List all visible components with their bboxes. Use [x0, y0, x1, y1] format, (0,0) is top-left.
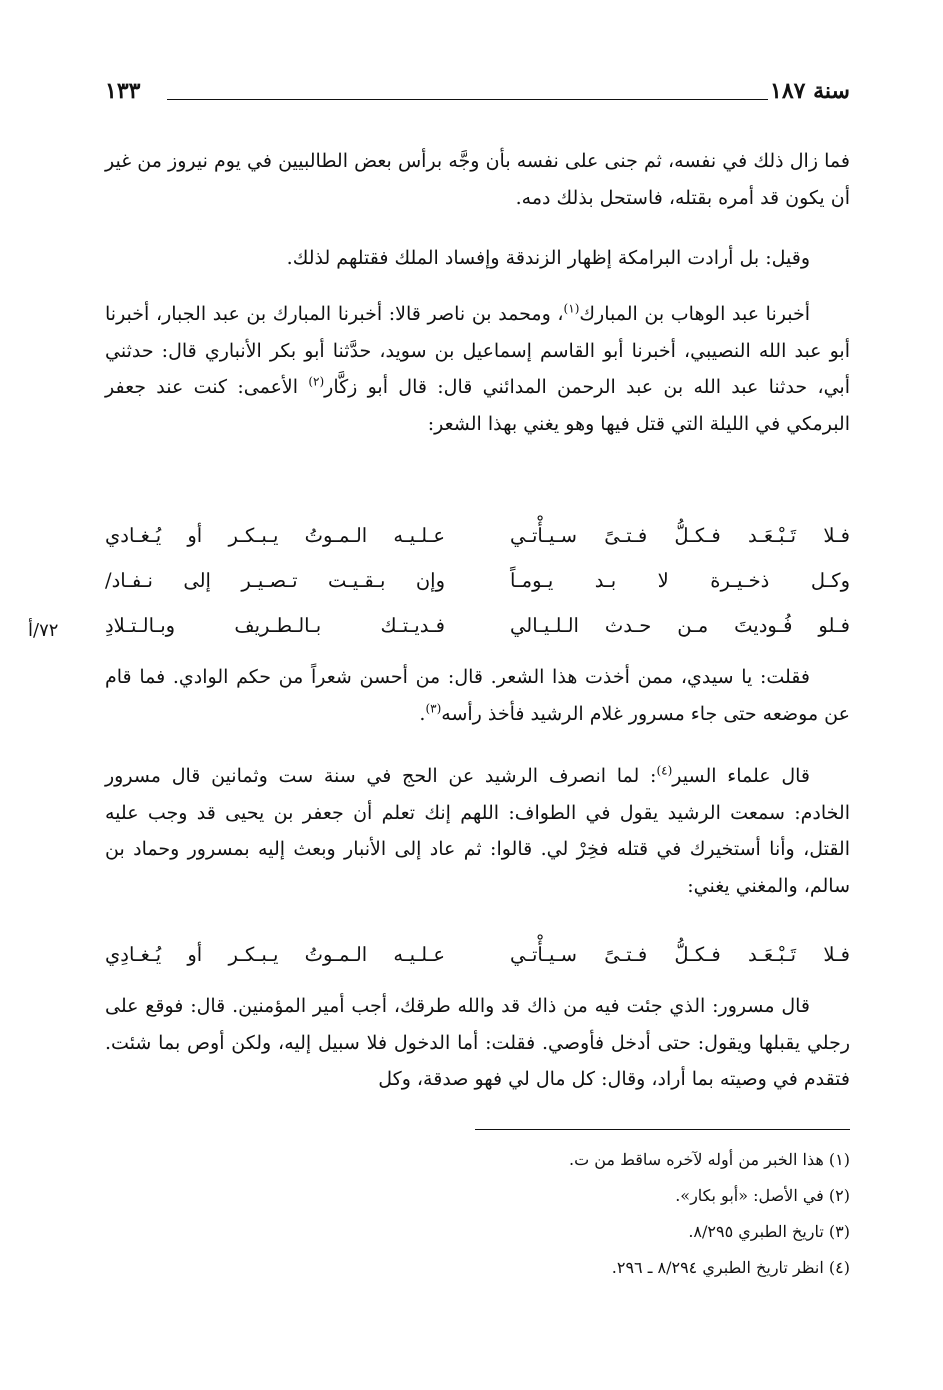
paragraph-5-text-a: قال علماء السير [672, 765, 810, 787]
footnote-ref-2: (٢) [308, 374, 325, 389]
footnote-ref-4: (٤) [656, 763, 673, 778]
verse-2-first-hemistich: وكـل ذخـيـرة لا بـد يـومـاً [510, 569, 850, 592]
paragraph-3-text-b: ، ومحمد بن ناصر قالا: أخبرنا المبارك بن عبد الجبار، أخبرنا أبو عبد الله النصيبي، أخبرنا أبو القاسم إسماعيل بن سويد، حدَّثنا أبو بكر الأنباري قال: حدثني أبي، حدثنا عبد الله بن عبد الرحمن المدائني قال: قال أبو زكَّار [105, 303, 850, 398]
paragraph-4-text-a: فقلت: يا سيدي، ممن أخذت هذا الشعر. قال: من أحسن شعراً من حكم الوادي. فما قام عن موضعه حتى جاء مسرور غلام الرشيد فأخذ رأسه [105, 666, 850, 725]
footnote-ref-3: (٣) [425, 701, 442, 716]
footnotes [105, 1142, 850, 1286]
paragraph-2: وقيل: بل أرادت البرامكة إظهار الزندقة وإفساد الملك فقتلهم لذلك. [286, 247, 810, 269]
verse-line-2 [105, 569, 850, 609]
verse-3-first-hemistich: فـلو فُـوديتَ مـن حـدث الـلـيـالي [510, 614, 850, 637]
paragraph-4 [105, 659, 850, 732]
footnote-2: (٢) في الأصل: «أبو بكار». [675, 1186, 850, 1205]
footnote-4: (٤) انظر تاريخ الطبري ٨/٢٩٤ ـ ٢٩٦. [611, 1258, 850, 1277]
verse-line-3 [105, 614, 850, 654]
paragraph-5-text-b: : لما انصرف الرشيد عن الحج في سنة ست وثمانين قال مسرور الخادم: سمعت الرشيد يقول في الطواف: اللهم إنك تعلم أن جعفر بن يحيى قد وجب عليه القتل، وأنا أستخيرك في قتله فخِرْ لي. قالوا: ثم عاد إلى الأنبار وبعث إليه بمسرور وحماد بن سالم، والمغني يغني: [105, 765, 850, 897]
footnote-3: (٣) تاريخ الطبري ٨/٢٩٥. [688, 1222, 850, 1241]
paragraph-6: قال مسرور: الذي جئت فيه من ذاك قد والله طرقك، أجب أمير المؤمنين. قال: فوقع على رجلي يقبلها ويقول: حتى أدخل فأوصي. فقلت: أما الدخول فلا سبيل إليه، ولكن أوص بما شئت. فتقدم في وصيته بما أراد، وقال: كل مال لي فهو صدقة، وكل [105, 995, 850, 1090]
paragraph-4-text-b: . [419, 702, 426, 725]
paragraph-5 [105, 758, 850, 904]
verse-line-1 [105, 524, 850, 564]
header-rule [167, 99, 768, 100]
paragraph-3-text-c: الأعمى: كنت عند جعفر البرمكي في الليلة التي قتل فيها وهو يغني بهذا الشعر: [105, 376, 850, 435]
paragraph-3-text-a: أخبرنا عبد الوهاب بن المبارك [579, 303, 810, 325]
verse-4-first-hemistich: فـلا تَـبْـعَـد فـكـلُّ فـتـىً سـيـأْتـي [510, 943, 850, 966]
footnote-separator [475, 1129, 850, 1130]
verse-2-second-hemistich: وإن بـقـيـت تـصـيـر إلى نـفـاد/ [105, 569, 445, 592]
footnote-ref-1: (١) [563, 301, 580, 316]
paragraph-1: فما زال ذلك في نفسه، ثم جنى على نفسه بأن وجَّه برأس بعض الطالبيين في يوم نيروز من غير أن يكون قد أمره بقتله، فاستحل بذلك دمه. [105, 150, 850, 209]
footnote-1: (١) هذا الخبر من أوله لآخره ساقط من ت. [569, 1150, 850, 1169]
header-year: سنة ١٨٧ [770, 78, 850, 104]
paragraph-3 [105, 296, 850, 442]
page-number: ١٣٣ [105, 78, 141, 104]
verse-3-second-hemistich: فـديـتـك بـالـطـريف وبـالـتـلادِ [105, 614, 445, 637]
verse-line-4 [105, 943, 850, 983]
verse-1-second-hemistich: عـلـيـه الـمـوتُ يـبـكـر أو يُـغـادي [105, 524, 445, 547]
manuscript-folio-note: ٧٢/أ [28, 620, 59, 641]
running-header [105, 78, 850, 114]
verse-4-second-hemistich: عـلـيـه الـمـوتُ يـبـكـر أو يُـغـادِي [105, 943, 445, 966]
verse-1-first-hemistich: فـلا تَـبْـعَـد فـكـلُّ فـتـىً سـيـأْتـي [510, 524, 850, 547]
